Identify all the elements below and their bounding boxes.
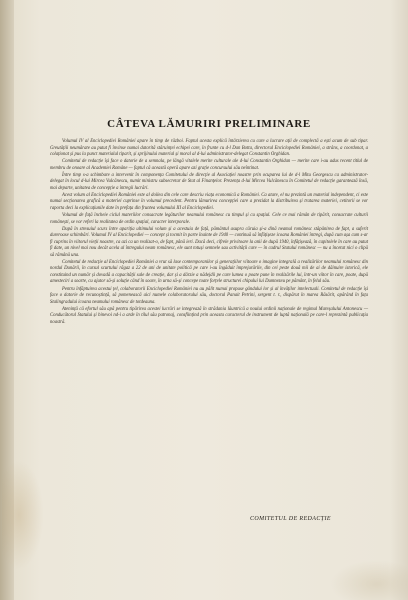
paragraph: Comitetul de redacție își face o datorie de a semnala, pe lângă vitalele merite culturale ale d-lui Constantin Orghidan — merite care i-au adus recent titlul de membru de onoare al Academiei Române — faptul că această operă apare azi grație concursului său neîntinat. (50, 159, 368, 171)
paragraph: Comitetul de redacție al Enciclopediei României a vrut să lase contemporanilor și generațiilor viitoare o imagine integrală a realizărilor neamului românesc din nordul Dunării, în cursul scurtului răgaz a 22 de ani de unitate politică pe care i-au îngăduit împrejurările, din cei peste două mii de ai de dăinuire istorică, ele constituind un număr și dovadă a capacității sale de creație, dar și a dârzie a nădejdii pe care lumea o poate pune în realizările lui, într-un viitor în care, poate, după amesteciri a soarte, cu ajutor să-și soluție când în soare, în urna să-și concepe toate forțele structurei chipului lui Dumnezeu pe pământ, în felul său. (50, 259, 368, 285)
paragraph: Volumul IV al Enciclopediei României apare în timp de război. Faptul acesta explică întârzierea cu care a lucrare ații de complectă a ești acum de sub tipar. Greutățiii neumărate au putut fi învinse numai datorită stăruinței echipei care, în frunte cu d-l Dan Botta, directorul Enciclopediei României, a strâns, a coordonat, a colaționat și pus la punct materialul tiparit, și sprijinului material și moral al d-lui administrator-delegat Constantin Orghidan. (50, 139, 368, 158)
paper-stain (2, 460, 44, 570)
paragraph: Volumul de față încheie ciclul materiilor consacrate legăturilor neamului românesc cu timpul și cu spațiul. Cele ce mai rămân de tipărit, consacrate culturii românești, se vor referi la realitatea de ordin spațial, caracter interporale. (50, 213, 368, 225)
document-title: CÂTEVA LĂMURIRI PRELIMINARE (107, 118, 311, 130)
paragraph: Pentru înfăptuirea acestui țel, colaboratorii Enciclopediei României nu au pălit numai propuse gândului lor și al învăților intelectuali. Comitetul de redacție își face o datorie de recunoștință, să pomenească aici numele colaboratorului său, doctorul Panait Petrini, sergent t. r., dispărut în marea Răsărit, apărând în fața Stalingradului icoana neamului românesc de totdeauna. (50, 286, 368, 305)
paragraph: Între timp s-a schimbare a intervenit în componența Comitetului de direcție al Asociației noastre prin ocuparea lui de d-l Mitu Georgescu ca administrator-delegat în locul d-lui Mircea Vulcănescu, numit ministru subsecretar de Stat al Finanțelor. Prezența d-lui Mircea Vulcănescu în Comitetul de redacție garantează însă, mai departe, unitatea de concepție a întregii lucrări. (50, 172, 368, 191)
paragraph: Atenință că efortul său apă pentru tipărirea acestei lucrări se integrează în strădania lăuntrică a noului ordinii naționale de regimul Mareșalului Antonescu — Conducătorul Statului și binevoi nd-i a arde în tilul său patronaj, consființind prin aceasta caracterul de instrument de luptă națională pe care-l reprezintă publicația noastră. (50, 306, 368, 325)
paragraph: Acest volum al Enciclopediei României este al doilea din cele care descriu viața economică a României. Ca atare, el nu prezintă un material independent, ci este numai secționarea grafică a materiei cuprinse în volumul precedent. Pentru lămurirea concepției care a prezidat la distribuirea și tratarea materiei, cetitorii se vor raporta deci la explicațiunile date în prefața din fruntea volumului III al Enciclopediei. (50, 192, 368, 211)
paragraph: După în stresuiul scurs între apariția ultimului volum și a acestuia de față, pământul asupra căruia și-a dină neamul românesc stăpânirea de fapt, a suferit dureroase schimbări. Volumul IV al Enciclopediei — concept și tocmit în parte înainte de 1940 — continuă să înfățișeze icoana României întregi, după cum așa cum s-ar fi cuprins în viitorul vieții noastre, ca azi ca un realizat-o, de fapt, până ieri. Dacă deci, cifrele privitoare la anii de după 1940, înfățișează, în capitolele în care au putut fi date, un nivel mai nou decât acela al întregului neam românesc, ele sunt totuși semnele sau activității care — în cadrul Statului românesc — nu a încetat nici o clipă să rămână una. (50, 226, 368, 258)
paper-stain (330, 560, 408, 600)
document-body (50, 118, 368, 327)
signature-line: COMITETUL DE REDACȚIE (250, 516, 331, 522)
